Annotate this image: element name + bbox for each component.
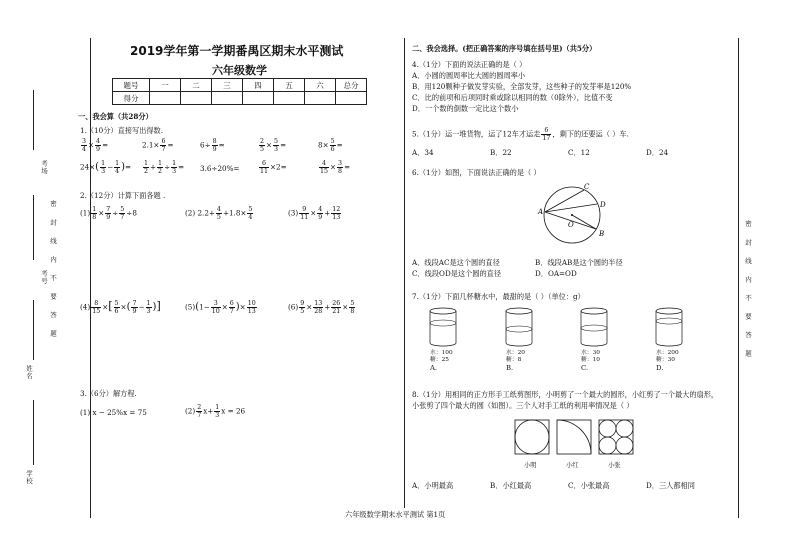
q5-option-d: D．24 <box>646 148 669 157</box>
score-cell[interactable] <box>274 92 305 105</box>
q7-cup-water: 水：30 <box>581 350 600 356</box>
q3-equation-1: (1) x − 25%x = 75 <box>80 408 147 417</box>
score-row-label: 得分 <box>113 92 150 105</box>
score-header-cell: 四 <box>243 79 274 92</box>
q6-option-a: A．线段AC是这个圆的直径 <box>412 258 500 267</box>
q4-option-d: D．一个数的倒数一定比这个数小 <box>412 104 519 113</box>
q7-cup-d-figure <box>652 306 686 348</box>
page-subtitle: 六年级数学 <box>212 64 267 77</box>
q5-option-a: A．34 <box>412 148 434 157</box>
q6-option-b: B．线段AB是这个圆的半径 <box>535 258 623 267</box>
q7-cup-option: C. <box>581 364 589 372</box>
q2-item: (5)(1− $\frac{3}{10}$ × $\frac{6}{7}$ )× $\frac{10}{13}$ <box>185 300 256 315</box>
q4-option-c: C．比的前项和后项同时乘或除以相同的数（0除外），比值不变 <box>412 93 613 102</box>
q8-option-b: B．小红最高 <box>490 481 532 490</box>
score-header-cell: 三 <box>212 79 243 92</box>
left-binding-text: 密 封 线 内 不 要 答 题 <box>49 200 57 342</box>
q2-item: (3) $\frac{9}{11}$ × $\frac{4}{9}$ + $\frac{12}{13}$ <box>288 206 341 221</box>
q6-point-label: B <box>599 230 605 238</box>
score-header-cell: 总分 <box>336 79 367 92</box>
q8-name-xiaoming: 小明 <box>524 462 537 469</box>
q7-cup-b-caption <box>506 350 525 372</box>
score-header-cell: 一 <box>150 79 181 92</box>
q5-label: 5.（1分）运一堆货物，运了12车才运走 $\frac{6}{17}$ ，剩下的还要运（ ）车. <box>412 127 629 142</box>
q3-equation-2: (2) $\frac{2}{7}$ x+ $\frac{1}{3}$ x = 26 <box>185 404 246 419</box>
q5-label-pre: 5.（1分）运一堆货物，运了12车才运走 <box>412 129 541 139</box>
q5-label-post: ，剩下的还要运（ ）车. <box>552 129 629 139</box>
q8-option-d: D．三人都相同 <box>646 481 695 490</box>
field-name-line <box>33 300 34 360</box>
q7-cup-water: 水：20 <box>506 350 525 356</box>
q1-item: $\frac{3}{4}$ × $\frac{4}{9}$ = <box>82 138 109 153</box>
q8-name-xiaohong: 小红 <box>566 462 579 469</box>
field-name-label: 姓名 <box>25 365 33 380</box>
q7-cup-a-figure <box>426 306 460 348</box>
q7-cup-option: B. <box>506 364 514 372</box>
q1-item: 24×( $\frac{1}{3}$ − $\frac{1}{4}$ )= <box>80 160 132 175</box>
section1-heading: 一、我会算（共28分） <box>78 112 153 121</box>
right-binding-line <box>738 38 739 518</box>
score-header-cell: 题号 <box>113 79 150 92</box>
q7-label: 7.（1分）下面几杯糖水中，最甜的是（ ）（单位：g） <box>412 292 585 301</box>
q4-option-a: A．小圆的圆周率比大圆的圆周率小 <box>412 71 526 80</box>
q1-item: $\frac{4}{15}$ × $\frac{3}{8}$ = <box>320 160 351 175</box>
field-exam-number-line <box>33 195 34 260</box>
q6-circle-figure <box>530 180 620 250</box>
q2-item: (4) $\frac{8}{15}$ ×[ $\frac{5}{6}$ ×( $\frac{7}{9}$ − $\frac{1}{3}$ )] <box>80 299 161 315</box>
score-table <box>112 78 367 105</box>
q1-item: 2.1× $\frac{6}{7}$ = <box>142 138 174 153</box>
q6-point-label: C <box>584 183 590 191</box>
page-footer: 六年级数学期末水平测试 第1页 <box>345 510 446 519</box>
q6-option-c: C．线段OD是这个圆的直径 <box>412 269 502 278</box>
q1-item-tail: ×2= <box>270 162 287 172</box>
field-exam-number-label: 考号 <box>40 270 48 285</box>
q1-item: $\frac{6}{11}$ ×2= <box>260 160 287 175</box>
q7-cup-sugar: 糖：8 <box>506 356 522 363</box>
q7-cup-c-figure <box>577 306 611 348</box>
q2-item: (1) $\frac{1}{8}$ × $\frac{7}{9}$ ÷ $\frac{5}{7}$ ÷8 <box>80 206 137 221</box>
q1-item: $\frac{2}{5}$ × $\frac{5}{3}$ = <box>260 138 287 153</box>
q7-cup-water: 水：200 <box>656 350 679 356</box>
q3-equation-2-tail: x = 26 <box>221 406 246 416</box>
q2-item: (2) 2.2+ $\frac{4}{5}$ +1.8× $\frac{5}{4}$ <box>185 206 253 221</box>
page-title: 2019学年第一学期番禺区期末水平测试 <box>130 44 344 58</box>
q6-point-label: A <box>538 208 544 216</box>
q6-option-d: D．OA=OD <box>535 269 577 278</box>
q2-label: 2.（12分）计算下面各题 . <box>80 191 166 200</box>
score-cell[interactable] <box>181 92 212 105</box>
q7-cup-d-caption <box>656 350 679 372</box>
right-binding-text: 密 封 线 内 不 要 答 题 <box>744 220 752 362</box>
score-header-cell: 二 <box>181 79 212 92</box>
q5-option-b: B．22 <box>490 148 512 157</box>
score-cell[interactable] <box>336 92 367 105</box>
score-cell[interactable] <box>150 92 181 105</box>
q1-item: $\frac{1}{2}$ + $\frac{1}{2}$ ÷ $\frac{1}{3}$ = <box>144 160 185 175</box>
q2-item: (6) $\frac{9}{5}$ × $\frac{13}{28}$ + $\frac{26}{21}$ × $\frac{5}{8}$ <box>288 300 355 315</box>
q7-cup-sugar: 糖：25 <box>430 356 449 363</box>
q7-cup-sugar: 糖：30 <box>656 356 675 363</box>
q7-cup-b-figure <box>502 306 536 348</box>
q8-label-line-1: 8.（1分）用相同的正方形手工纸剪图形，小明剪了一个最大的圆形，小红剪了一个最大的扇形， <box>412 390 719 399</box>
q4-label: 4.（1分）下面的说法正确的是（ ） <box>412 60 527 69</box>
field-school-label: 学校 <box>25 470 33 485</box>
q5-option-c: C．12 <box>568 148 590 157</box>
q8-option-c: C．小张最高 <box>568 481 610 490</box>
q8-xiaoming-figure <box>514 419 550 455</box>
q8-xiaohong-figure <box>556 419 592 455</box>
q6-center-point <box>571 214 573 216</box>
score-header-cell: 五 <box>274 79 305 92</box>
q4-option-b: B．用120颗种子做发芽实验，全部发芽，这些种子的发芽率是120% <box>412 82 632 91</box>
q8-label-line-2: 小张剪了四个最大的圆（如图）。三个人对手工纸的利用率情况是（ ） <box>412 401 634 410</box>
q8-name-xiaozhang: 小张 <box>608 462 621 469</box>
q7-cup-water: 水：100 <box>430 350 453 356</box>
field-exam-room-label: 考场 <box>40 160 48 175</box>
field-exam-room-line <box>33 90 34 150</box>
q1-item: 3.6÷20%= <box>200 164 240 173</box>
section2-heading: 二、我会选择。(把正确答案的序号填在括号里)（共5分） <box>412 44 597 53</box>
q7-cup-a-caption <box>430 350 453 372</box>
score-header-cell: 六 <box>305 79 336 92</box>
score-cell[interactable] <box>243 92 274 105</box>
q1-item: 6÷ $\frac{8}{9}$ = <box>200 138 225 153</box>
q1-label: 1.（10分）直接写出得数. <box>80 126 163 135</box>
score-cell[interactable] <box>305 92 336 105</box>
field-school-line <box>33 400 34 465</box>
left-binding-line <box>90 38 91 518</box>
q3-label: 3.（6分）解方程. <box>80 389 137 398</box>
column-divider <box>404 38 405 508</box>
score-cell[interactable] <box>212 92 243 105</box>
q7-cup-option: A. <box>430 364 438 372</box>
q6-point-label: D <box>600 201 606 209</box>
q1-item: 8× $\frac{5}{6}$ = <box>318 138 343 153</box>
q8-xiaozhang-figure <box>598 419 634 455</box>
q7-cup-c-caption <box>581 350 600 372</box>
q7-cup-option: D. <box>656 364 664 372</box>
q8-option-a: A．小明最高 <box>412 481 454 490</box>
q7-cup-sugar: 糖：10 <box>581 356 600 363</box>
q6-label: 6.（1分）如图，下面说法正确的是（ ） <box>412 168 541 177</box>
q6-point-label: O <box>568 221 574 229</box>
